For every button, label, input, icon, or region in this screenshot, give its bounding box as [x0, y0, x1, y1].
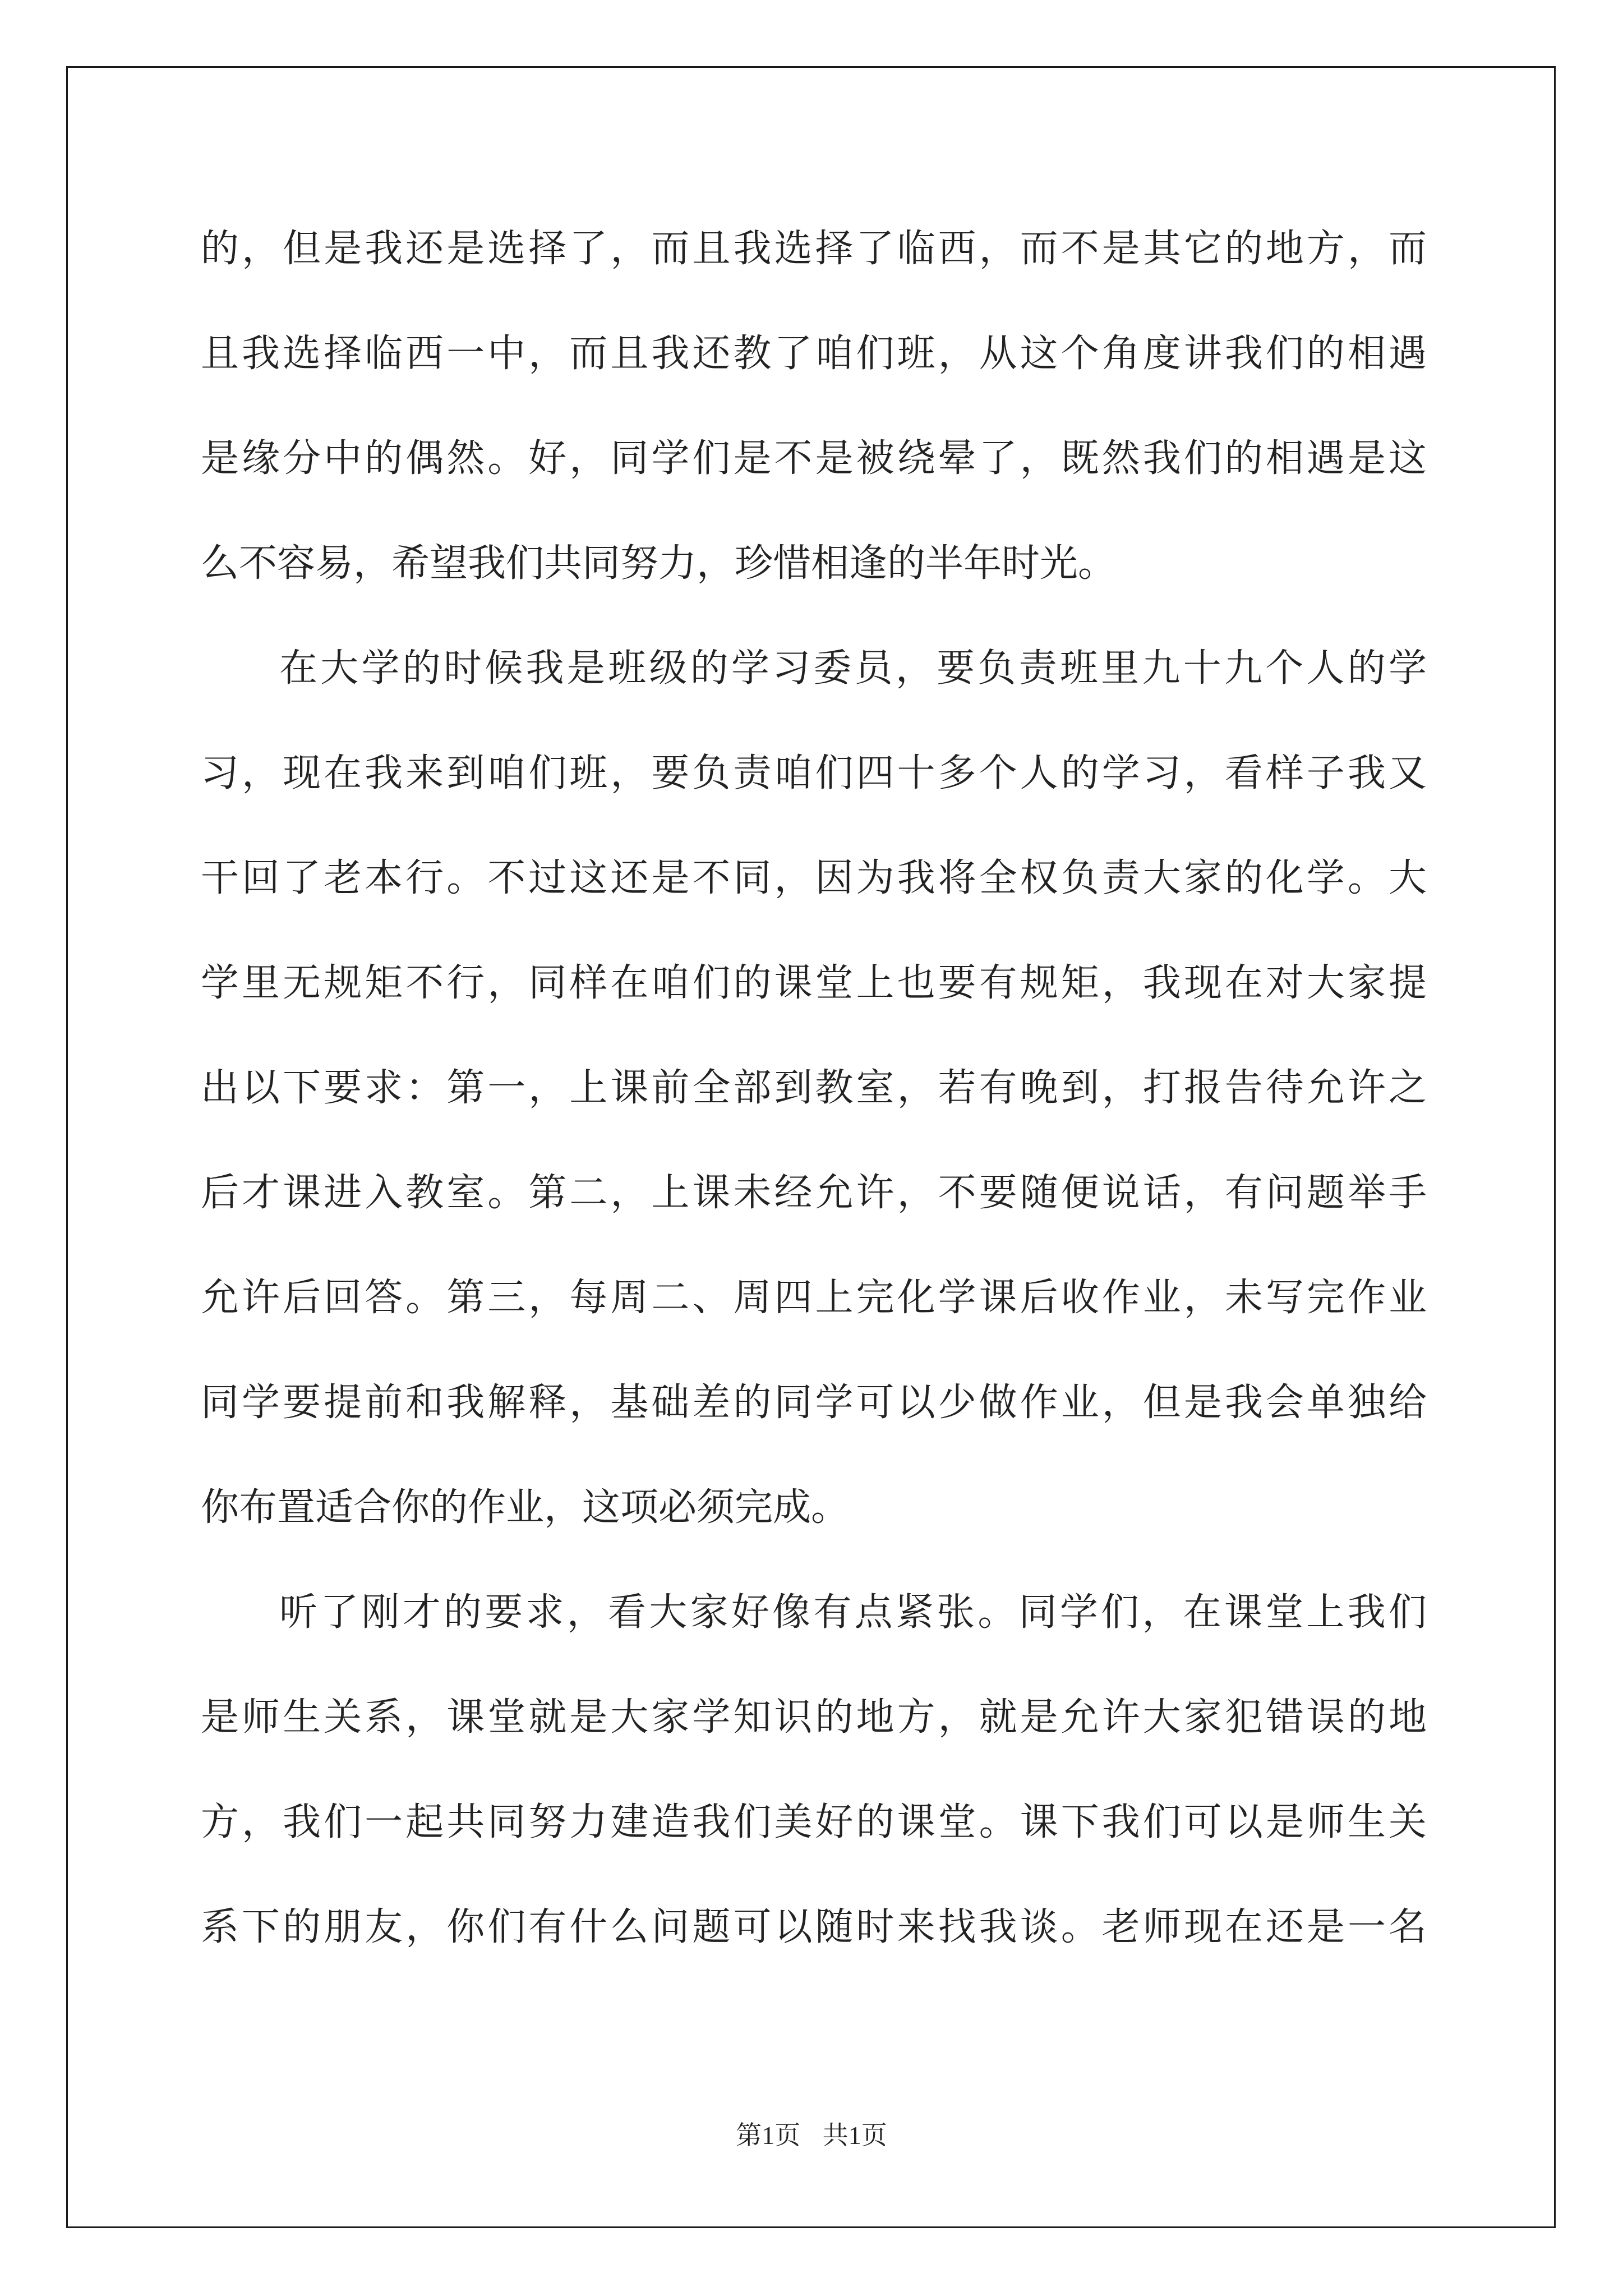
text-line: 后才课进入教室。第二，上课未经允许，不要随便说话，有问题举手	[201, 1171, 1427, 1215]
page-footer	[0, 2115, 1623, 2152]
text-line: 允许后回答。第三，每周二、周四上完化学课后收作业，未写完作业	[201, 1276, 1427, 1320]
text-line: 学里无规矩不行，同样在咱们的课堂上也要有规矩，我现在对大家提	[201, 961, 1427, 1005]
page-total: 共1页	[822, 2121, 887, 2150]
paragraph-first-line: 听了刚才的要求，看大家好像有点紧张。同学们，在课堂上我们	[279, 1590, 1427, 1635]
document-body	[201, 196, 1427, 1980]
text-line: 的，但是我还是选择了，而且我选择了临西，而不是其它的地方，而	[201, 227, 1427, 271]
text-line: 干回了老本行。不过这还是不同，因为我将全权负责大家的化学。大	[201, 856, 1427, 900]
text-line: 是缘分中的偶然。好，同学们是不是被绕晕了，既然我们的相遇是这	[201, 436, 1427, 481]
text-line: 么不容易，希望我们共同努力，珍惜相逢的半年时光。	[201, 541, 1117, 586]
text-line: 同学要提前和我解释，基础差的同学可以少做作业，但是我会单独给	[201, 1381, 1427, 1425]
text-line: 是师生关系，课堂就是大家学知识的地方，就是允许大家犯错误的地	[201, 1695, 1427, 1740]
text-line: 你布置适合你的作业，这项必须完成。	[201, 1485, 850, 1530]
paragraph-first-line: 在大学的时候我是班级的学习委员，要负责班里九十九个人的学	[279, 646, 1427, 691]
text-line: 方，我们一起共同努力建造我们美好的课堂。课下我们可以是师生关	[201, 1800, 1427, 1844]
text-line: 习，现在我来到咱们班，要负责咱们四十多个人的学习，看样子我又	[201, 751, 1427, 795]
text-line: 出以下要求：第一，上课前全部到教室，若有晚到，打报告待允许之	[201, 1066, 1427, 1110]
text-line: 且我选择临西一中，而且我还教了咱们班，从这个角度讲我们的相遇	[201, 332, 1427, 376]
page-number: 第1页	[736, 2121, 801, 2150]
text-line: 系下的朋友，你们有什么问题可以随时来找我谈。老师现在还是一名	[201, 1905, 1427, 1949]
